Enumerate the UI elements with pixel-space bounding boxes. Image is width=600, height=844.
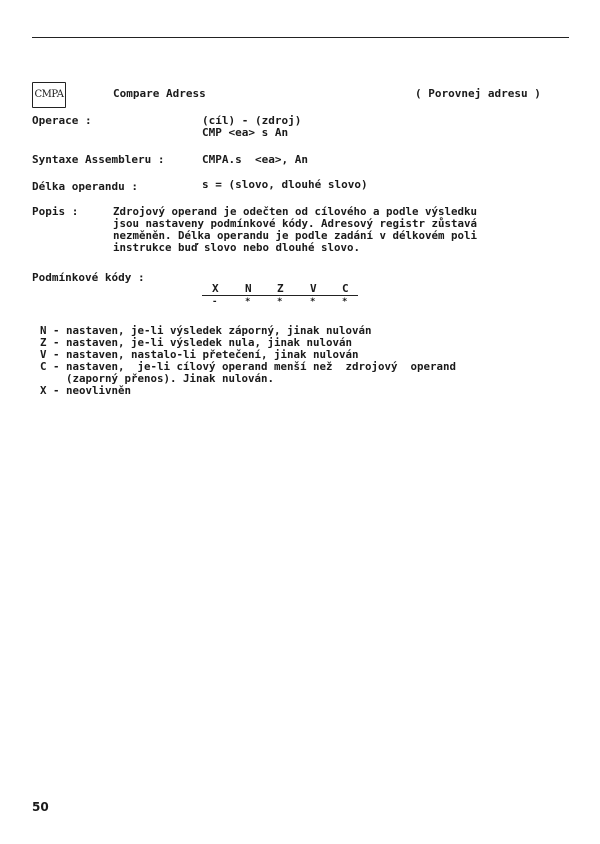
syntax-label: Syntaxe Assembleru : — [32, 153, 165, 166]
flag-name: V — [310, 282, 317, 295]
flag-name: Z — [277, 282, 284, 295]
flags-underline — [202, 295, 358, 296]
description-line: Zdrojový operand je odečten od cílového a podle výsledku — [113, 205, 478, 218]
description-line: nezměněn. Délka operandu je podle zadání v délkovém poli — [113, 229, 478, 242]
instruction-translation: ( Porovnej adresu ) — [415, 87, 541, 100]
flag-state: * — [342, 297, 348, 307]
description-line: jsou nastaveny podmínkové kódy. Adresový registr zůstavá — [113, 217, 478, 230]
operand-length-value: s = (slovo, dlouhé slovo) — [202, 178, 368, 191]
page-number: 50 — [32, 800, 49, 814]
flag-explanation: N - nastaven, je-li výsledek záporný, jinak nulován — [40, 324, 372, 337]
flag-explanation: X - neovlivněn — [40, 384, 132, 397]
operation-label: Operace : — [32, 114, 92, 127]
flag-state: - — [212, 297, 218, 307]
flag-state: * — [245, 297, 251, 307]
flag-explanation: C - nastaven, je-li cílový operand menší než zdrojový operand — [40, 360, 457, 373]
flag-explanation: (zaporný přenos). Jinak nulován. — [40, 372, 275, 385]
mnemonic-box: CMPA — [32, 82, 66, 108]
operation-line: CMP <ea> s An — [202, 126, 289, 139]
flag-state: * — [310, 297, 316, 307]
flag-explanation: Z - nastaven, je-li výsledek nula, jinak nulován — [40, 336, 353, 349]
syntax-value: CMPA.s <ea>, An — [202, 153, 308, 166]
operation-line: (cíl) - (zdroj) — [202, 114, 302, 127]
description-line: instrukce buď slovo nebo dlouhé slovo. — [113, 241, 361, 254]
condition-codes-label: Podmínkové kódy : — [32, 271, 145, 284]
description-label: Popis : — [32, 205, 79, 218]
flag-name: C — [342, 282, 349, 295]
flag-name: X — [212, 282, 219, 295]
flag-explanation: V - nastaven, nastalo-li přetečení, jinak nulován — [40, 348, 359, 361]
flag-state: * — [277, 297, 283, 307]
operand-length-label: Délka operandu : — [32, 180, 138, 193]
flag-name: N — [245, 282, 252, 295]
top-rule — [32, 37, 569, 38]
instruction-name: Compare Adress — [113, 87, 206, 100]
